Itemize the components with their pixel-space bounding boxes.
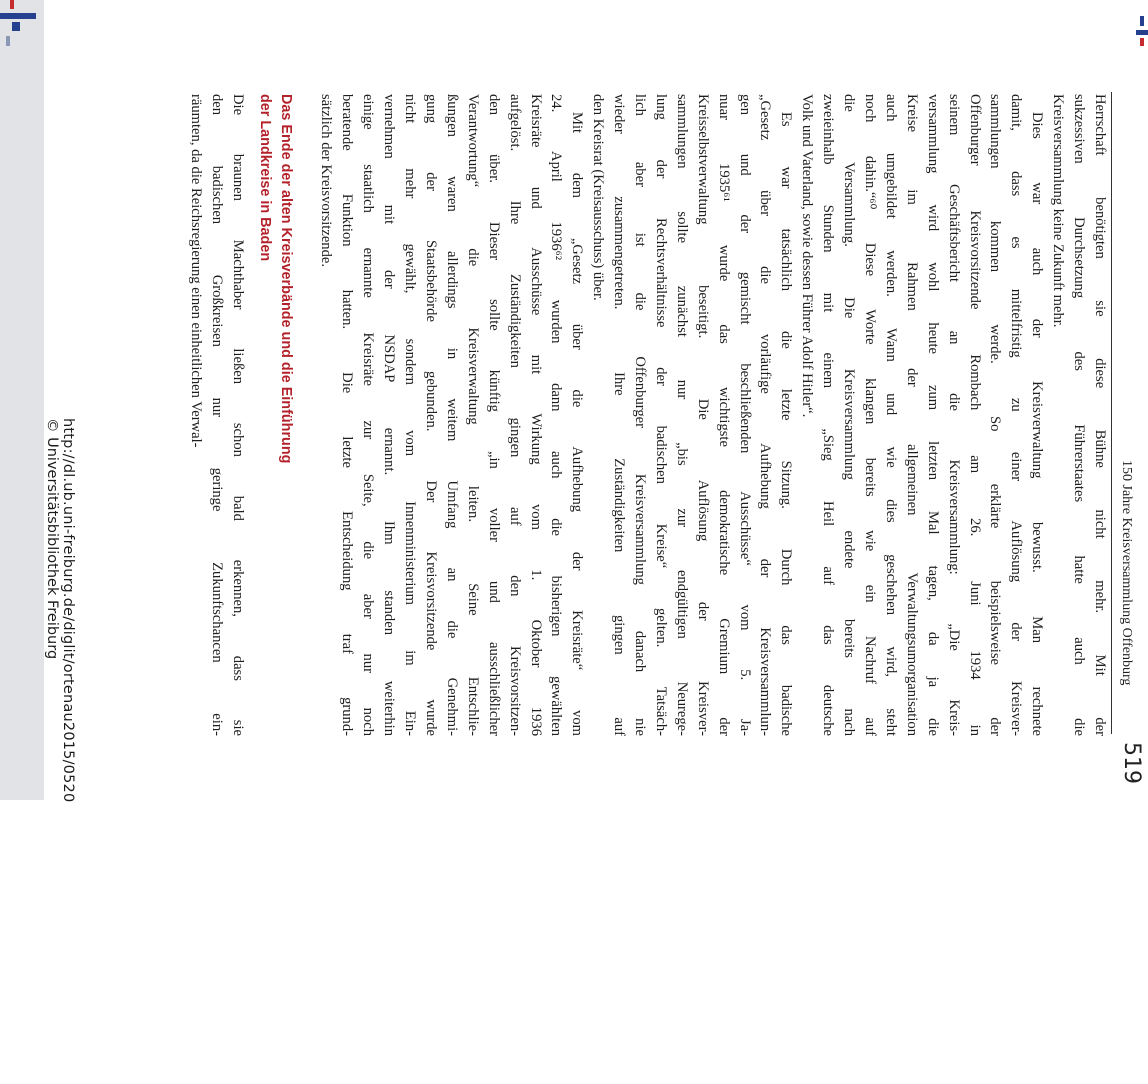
header-rule — [1111, 92, 1112, 734]
text-line: nicht mehr gewählt, sondern vom Innenministerium im Ein- — [402, 94, 419, 736]
text-line: versammlung wird wohl heute zum letzten Mal tagen, da ja die — [924, 94, 941, 736]
text-line: noch dahin.“⁶⁰ Diese Worte klangen bereits wie ein Nachruf auf — [862, 94, 879, 736]
text-line: aufgelöst. Ihre Zuständigkeiten gingen auf den Kreisvorsitzen- — [506, 94, 523, 736]
text-line: auch umgebildet werden. Wann und wie dies geschehen wird, steht — [882, 94, 899, 736]
paragraph-2 — [796, 94, 1047, 736]
paragraph-3 — [587, 94, 796, 736]
viewer-left-margin — [0, 0, 44, 800]
text-line: nuar 1935⁶¹ wurde das wichtigste demokratische Gremium der — [715, 94, 732, 736]
text-line: ßungen waren allerdings in weitem Umfang an die Genehmi- — [443, 94, 460, 736]
text-line: lich aber ist die Offenburger Kreisversammlung danach nie — [632, 94, 649, 736]
text-line: sätzlich der Kreisvorsitzende. — [318, 94, 335, 268]
university-logo-icon — [0, 0, 36, 46]
page-body — [185, 94, 1110, 736]
text-line: Es war tatsächlich die letzte Sitzung. Durch das badische — [778, 112, 795, 736]
paragraph-4 — [316, 94, 588, 736]
paragraph-1 — [1047, 94, 1110, 736]
rotated-book-page — [44, 0, 1148, 803]
text-line: gung der Staatsbehörde gebunden. Der Kreisvorsitzende wurde — [423, 94, 439, 736]
text-line: Offenburger Kreisvorsitzende Rombach am 26. Juni 1934 in — [966, 94, 983, 736]
text-line: Verantwortung“ die Kreisverwaltung leiten. Seine Entschlie- — [464, 94, 481, 736]
heading-line: Das Ende der alten Kreisverbände und die Einführung — [277, 94, 294, 464]
running-head: 150 Jahre Kreisversammlung Offenburg — [1119, 460, 1134, 686]
text-line: den badischen Großkreisen nur geringe Zukunftschancen ein- — [208, 94, 225, 736]
text-line: den über. Dieser sollte künftig „in voller und ausschließlicher — [485, 94, 502, 736]
watermark-copyright: © Universitätsbibliothek Freiburg — [44, 418, 60, 660]
page-number: 519 — [1119, 742, 1144, 784]
text-line: Herrschaft benötigten sie diese Bühne nicht mehr. Mit der — [1092, 94, 1108, 736]
text-line: lung der Rechtsverhältnisse der badischen Kreise“ gelten. Tatsäch- — [652, 94, 669, 736]
text-line: Kreisräte und Ausschüsse mit Wirkung vom 1. Oktober 1936 — [527, 94, 544, 736]
section-heading — [254, 94, 296, 736]
text-line: seinem Geschäftsbericht an die Kreisversammlung: „Die Kreis- — [945, 94, 962, 736]
section-gap — [248, 94, 254, 736]
text-line: den Kreisrat (Kreisausschuss) über. — [590, 94, 607, 301]
text-line: Dies war auch der Kreisverwaltung bewusst. Man rechnete — [1029, 112, 1046, 736]
paragraph-5 — [185, 94, 248, 736]
text-line: Kreisversammlung keine Zukunft mehr. — [1050, 94, 1067, 328]
text-line: Mit dem „Gesetz über die Aufhebung der Kreisräte“ vom — [569, 112, 586, 736]
heading-line: der Landkreise in Baden — [256, 94, 273, 262]
text-line: Die braunen Machthaber ließen schon bald erkennen, dass sie — [229, 94, 246, 736]
text-line: Volk und Vaterland, sowie dessen Führer Adolf Hitler“. — [799, 94, 816, 418]
section-gap — [296, 94, 316, 736]
text-line: vernehmen mit der NSDAP ernannt. Ihm standen weiterhin — [381, 94, 398, 736]
text-line: Kreise im Rahmen der allgemeinen Verwaltungsumorganisation — [903, 94, 920, 736]
watermark-url: http://dl.ub.uni-freiburg.de/diglit/ortenau2015/0520 — [60, 418, 76, 803]
text-line: einige staatlich ernannte Kreisräte zur Seite, die aber nur noch — [360, 94, 377, 736]
text-line: 24. April 1936⁶² wurden dann auch die bisherigen gewählten — [548, 94, 565, 736]
text-line: Kreisselbstverwaltung beseitigt. Die Auflösung der Kreisver- — [694, 94, 711, 736]
text-line: beratende Funktion hatten. Die letzte Entscheidung traf grund- — [339, 94, 356, 736]
text-line: zweieinhalb Stunden mit einem „Sieg Heil auf das deutsche — [820, 94, 837, 736]
text-line: sammlungen sollte zunächst nur „bis zur endgültigen Neurege- — [673, 94, 690, 736]
text-line: sammlungen kommen werde. So erklärte beispielsweise der — [987, 94, 1004, 736]
text-line: räumten, da die Reichsregierung einen einheitlichen Verwal- — [187, 94, 204, 448]
text-line: gen und der gemischt beschließenden Ausschüsse“ vom 5. Ja- — [736, 94, 753, 736]
text-line: wieder zusammengetreten. Ihre Zuständigkeiten gingen auf — [611, 94, 628, 736]
text-line: sukzessiven Durchsetzung des Führerstaates hatte auch die — [1071, 94, 1088, 736]
text-line: „Gesetz über die vorläufige Aufhebung der Kreisversammlun- — [757, 94, 774, 736]
text-line: die Versammlung. Die Kreisversammlung endete bereits nach — [841, 94, 858, 736]
text-line: damit, dass es mittelfristig zu einer Auflösung der Kreisver- — [1008, 94, 1025, 736]
